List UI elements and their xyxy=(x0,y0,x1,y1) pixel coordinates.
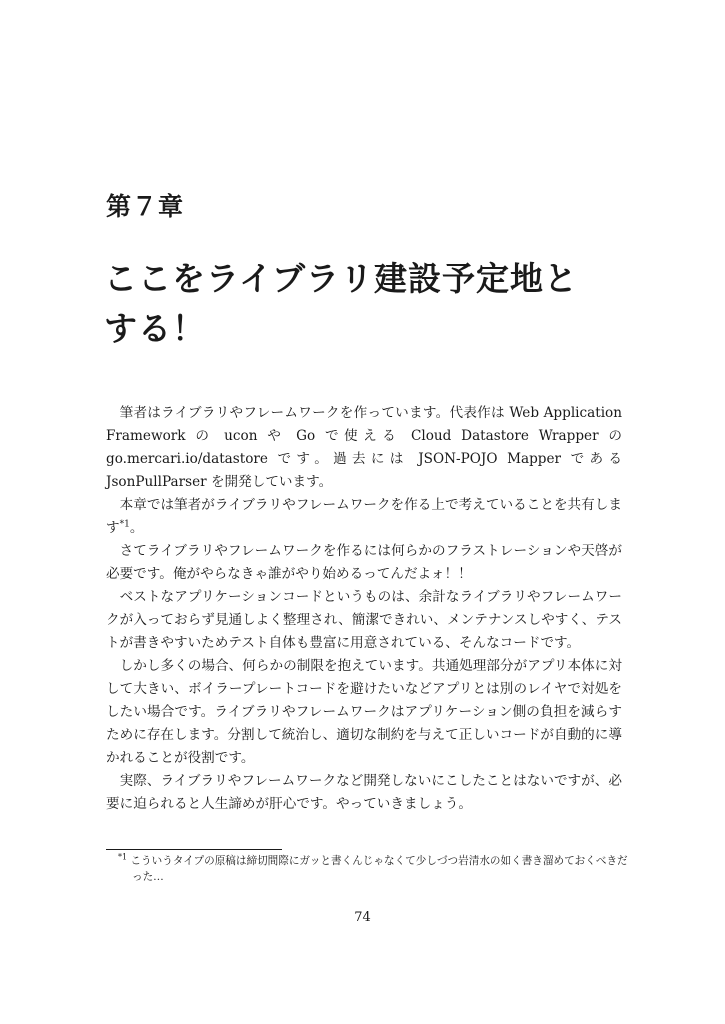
paragraph-text-end: 。 xyxy=(129,520,144,536)
paragraph: 実際、ライブラリやフレームワークなど開発しないにこしたことはないですが、必要に迫られると人生諦めが肝心です。やっていきましょう。 xyxy=(106,773,622,812)
paragraph: さてライブラリやフレームワークを作るには何らかのフラストレーションや天啓が必要です。俺がやらなきゃ誰がやり始めるってんだよォ！！ xyxy=(106,543,622,582)
paragraph: しかし多くの場合、何らかの制限を抱えています。共通処理部分がアプリ本体に対して大きい、ボイラープレートコードを避けたいなどアプリとは別のレイヤで対処をしたい場合です。ライブラリやフレームワークはアプリケーション側の負担を減らすために存在します。分割して統治し、適切な制約を与えて正しいコードが自動的に導かれることが役割です。 xyxy=(106,658,622,766)
footnote xyxy=(118,853,636,885)
footnote-reference[interactable]: *1 xyxy=(119,519,130,530)
chapter-body xyxy=(106,402,622,816)
paragraph xyxy=(106,494,622,540)
paragraph: ベストなアプリケーションコードというものは、余計なライブラリやフレームワークが入っておらず見通しよく整理され、簡潔できれい、メンテナンスしやすく、テストが書きやすいためテスト自体も豊富に用意されている、そんなコードです。 xyxy=(106,589,622,651)
footnote-divider xyxy=(106,849,282,850)
page-number: 74 xyxy=(354,910,371,925)
footnote-text: こういうタイプの原稿は締切間際にガッと書くんじゃなくて少しづつ岩清水の如く書き溜めておくべきだった… xyxy=(130,855,628,883)
chapter-number: 第７章 xyxy=(106,192,185,221)
paragraph: 筆者はライブラリやフレームワークを作っています。代表作は Web Application Framework の ucon や Go で使える Cloud Datastore Wrapper の go.mercari.io/datastore です。過去には JSON-POJO Mapper である JsonPullParser を開発しています。 xyxy=(106,405,622,490)
footnote-mark: *1 xyxy=(118,852,128,862)
paragraph-text: 本章では筆者がライブラリやフレームワークを作る上で考えていることを共有します xyxy=(106,497,622,536)
chapter-title: ここをライブラリ建設予定地とする！ xyxy=(104,259,579,348)
